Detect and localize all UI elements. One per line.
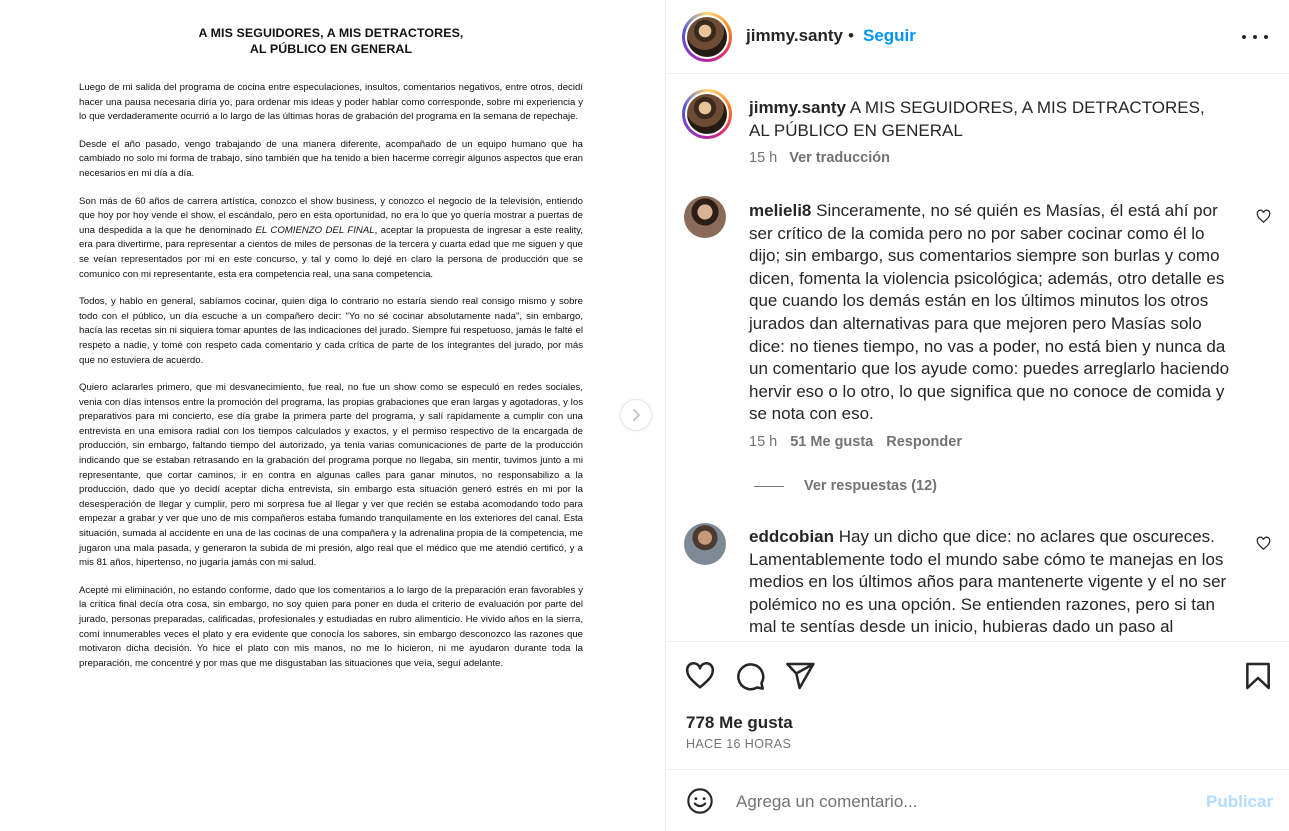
avatar[interactable] bbox=[684, 523, 726, 565]
comment-body: Sinceramente, no sé quién es Masías, él está ahí por ser crítico de la comida pero no por saber cocinar como él lo dijo; sin embargo, sus comentarios siempre son burlas y como dicen, fomenta la violencia psicológica; además, otro detalle es que cuando los demás están en los últimos minutos los otros jurados dan alternativas para que mejoren pero Masías solo dice: no tienes tiempo, no vas a poder, no está bien y nunca da un comentario que los ayude como: puedes arreglarlo haciendo hervir eso o lo otro, lo que significa que no conoce de comida y se nota con eso. bbox=[749, 201, 1230, 424]
comment-likes[interactable]: 51 Me gusta bbox=[790, 434, 874, 450]
comments-section bbox=[666, 75, 1289, 641]
comment-username[interactable]: melieli8 bbox=[749, 201, 812, 220]
document-title-line2: AL PÚBLICO EN GENERAL bbox=[249, 42, 413, 56]
document-paragraph-3b: , aceptar la propuesta de ingresar a este reality, era para divertirme, para representar a cientos de miles de personas de la tercera y cuarta edad que me siguen y que se veían representados por mi en este concurso, y tal y como lo dejé en claro la persona de producción que se comunico con mi representante, esta era competencia real, una sana competencia. bbox=[79, 224, 583, 280]
post-sidebar bbox=[666, 0, 1289, 831]
view-replies-label: Ver respuestas (12) bbox=[804, 478, 937, 494]
comment-text bbox=[749, 200, 1239, 426]
post-time: HACE 16 HORAS bbox=[686, 737, 792, 751]
comment-text bbox=[749, 526, 1239, 639]
next-image-button[interactable] bbox=[620, 399, 652, 431]
comment-icon[interactable] bbox=[734, 660, 766, 692]
add-comment-bar bbox=[666, 769, 1289, 831]
document-paragraph-2: Desde el año pasado, vengo trabajando de una manera diferente, acompañado de un equipo humano que ha cambiado no solo mi forma de trabajo, sino también que ha tenido a bien hacerme corregir algunos aspectos que eran necesarios en mi día a día. bbox=[79, 138, 583, 179]
bookmark-icon[interactable] bbox=[1242, 660, 1274, 692]
caption-avatar[interactable] bbox=[682, 89, 732, 139]
header-separator: • bbox=[848, 26, 854, 45]
document-paragraph-5: Quiero aclararles primero, que mi desvanecimiento, fue real, no fue un show como se especuló en redes sociales, venia con días intensos entre la promoción del programa, las propias grabaciones que eran largas y agotadoras, y los preparativos para mi concierto, ese día grabe la primera parte del programa, y salí rapidamente a cumplir con una entrevista en una emisora radial con los tiempos calculados y exactos, y el permiso respectivo de la encargada de producción, sin embargo, faltando tiempo del autorizado, ya tenia varias comunicaciones de parte de la producción indicando que se estaban retrasando en la grabación del programa porque no llegaba, sin mentir, tuvimos junto a mi representante, que cortar caminos, ir en contra en algunas calles para ganar minutos, no responsabilizo a la producción, dado que yo decidí aceptar dicha entrevista, sin embargo esta situación generó estrés en mi por la desesperación de llegar y cumplir, pero mi sorpresa fue al llegar y ver que recién se estaba acomodando todo para empezar a grabar y ver que uno de mis compañeros estaba fumando tranquilamente en los exteriores del canal. Esta situación, sumada al accidente en una de las cocinas de una compañera y la adrenalina propia de la competencia, me jugaron una mala pasada, y generaron la subida de mi presión, algo real que el médico que me atendió certificó, y a mis 81 años, hipertenso, no jugaría jamás con mi salud. bbox=[79, 382, 583, 569]
emoji-icon[interactable] bbox=[686, 787, 714, 815]
caption-username[interactable]: jimmy.santy bbox=[749, 98, 847, 117]
document-paragraph-6: Acepté mi eliminación, no estando conforme, dado que los comentarios a lo largo de la preparación eran favorables y la crítica final decía otra cosa, sin embargo, no soy quien para poner en duda el criterio de evaluación por parte del jurado, personas preparadas, calificadas, profesionales y estudiadas en rubro alimenticio. He vivido años en la sierra, comí innumerables veces el plato y era evidente que conocía los sabores, sin embargo desconozco las razones que motivaron dicha decisión. Yo hice el plato con mis manos, no me lo hicieron, ni me ayudaron durante toda la preparación, me concentré y por mas que me disgustaban las situaciones que veía, seguí adelante. bbox=[79, 584, 583, 669]
follow-button[interactable]: Seguir bbox=[863, 26, 916, 45]
document-page bbox=[79, 25, 583, 671]
comment-body: Hay un dicho que dice: no aclares que oscureces. Lamentablemente todo el mundo sabe cómo te manejas en los medios en los últimos años para mantenerte vigente y el no ser polémico no es una opción. Se entienden razones, pero si tan mal te sentías desde un inicio, hubieras dado un paso al bbox=[749, 527, 1227, 637]
chevron-right-icon bbox=[629, 408, 643, 422]
paper-plane-icon[interactable] bbox=[784, 660, 816, 692]
replies-line bbox=[754, 486, 784, 487]
author-avatar[interactable] bbox=[682, 12, 732, 62]
translate-link[interactable]: Ver traducción bbox=[789, 150, 890, 166]
post-actions bbox=[666, 641, 1289, 769]
document-paragraph-3a: Son más de 60 años de carrera artística, conozco el show business, y conozco el negocio de la televisión, entiendo que hoy por hoy vende el show, el escándalo, pero en esta oportunidad, no era lo que yo quería mostrar a puertas de una despedida a la que he denominado bbox=[79, 195, 583, 236]
post-caption bbox=[749, 96, 1229, 142]
view-replies-button[interactable] bbox=[754, 478, 937, 494]
heart-icon[interactable] bbox=[1256, 209, 1271, 224]
comment-meta bbox=[749, 434, 962, 450]
document-paragraph-3-italic: EL COMIENZO DEL FINAL bbox=[255, 224, 375, 236]
document-paragraph-3 bbox=[79, 195, 583, 283]
comment-time: 15 h bbox=[749, 434, 778, 450]
document-title-line1: A MIS SEGUIDORES, A MIS DETRACTORES, bbox=[198, 26, 464, 40]
document-paragraph-4: Todos, y hablo en general, sabíamos cocinar, quien diga lo contrario no estaría siendo real consigo mismo y sobre todo con el público, un día escuche a un compañero decir: "Yo no sé cocinar absolutamente nada", sin embargo, hacía las recetas sin ni siquiera tomar apuntes de las indicaciones del jurado. Siempre fui respetuoso, jamás le falté el respeto a nadie, y tomé con respeto cada comentario y cada crítica de parte de los integrantes del jurado, por más que no estuviera de acuerdo. bbox=[79, 296, 583, 366]
heart-icon[interactable] bbox=[684, 660, 716, 692]
post-header bbox=[666, 0, 1289, 74]
more-options-icon[interactable] bbox=[1242, 27, 1268, 47]
document-paragraph-1: Luego de mi salida del programa de cocina entre especulaciones, insultos, comentarios negativos, entre otros, decidí hacer una pausa necesaria diría yo, para ordenar mis ideas y poder hablar como corresponde, sobre mi experiencia y lo que verdaderamente ocurrió a lo largo de las últimas horas de grabación del programa en la semana de repechaje. bbox=[79, 82, 583, 123]
likes-count[interactable]: 778 Me gusta bbox=[686, 713, 793, 732]
avatar[interactable] bbox=[684, 196, 726, 238]
caption-text-line1: A MIS SEGUIDORES, A MIS DETRACTORES, bbox=[849, 98, 1205, 117]
caption-time: 15 h bbox=[749, 150, 778, 166]
reply-button[interactable]: Responder bbox=[886, 434, 962, 450]
publish-button[interactable]: Publicar bbox=[1206, 792, 1274, 811]
comment-username[interactable]: eddcobian bbox=[749, 527, 835, 546]
document-title bbox=[79, 25, 583, 57]
heart-icon[interactable] bbox=[1256, 536, 1271, 551]
comment-input[interactable] bbox=[736, 790, 1186, 814]
caption-text-line2: AL PÚBLICO EN GENERAL bbox=[749, 121, 963, 140]
author-username[interactable]: jimmy.santy bbox=[746, 26, 844, 45]
caption-meta bbox=[749, 150, 890, 166]
